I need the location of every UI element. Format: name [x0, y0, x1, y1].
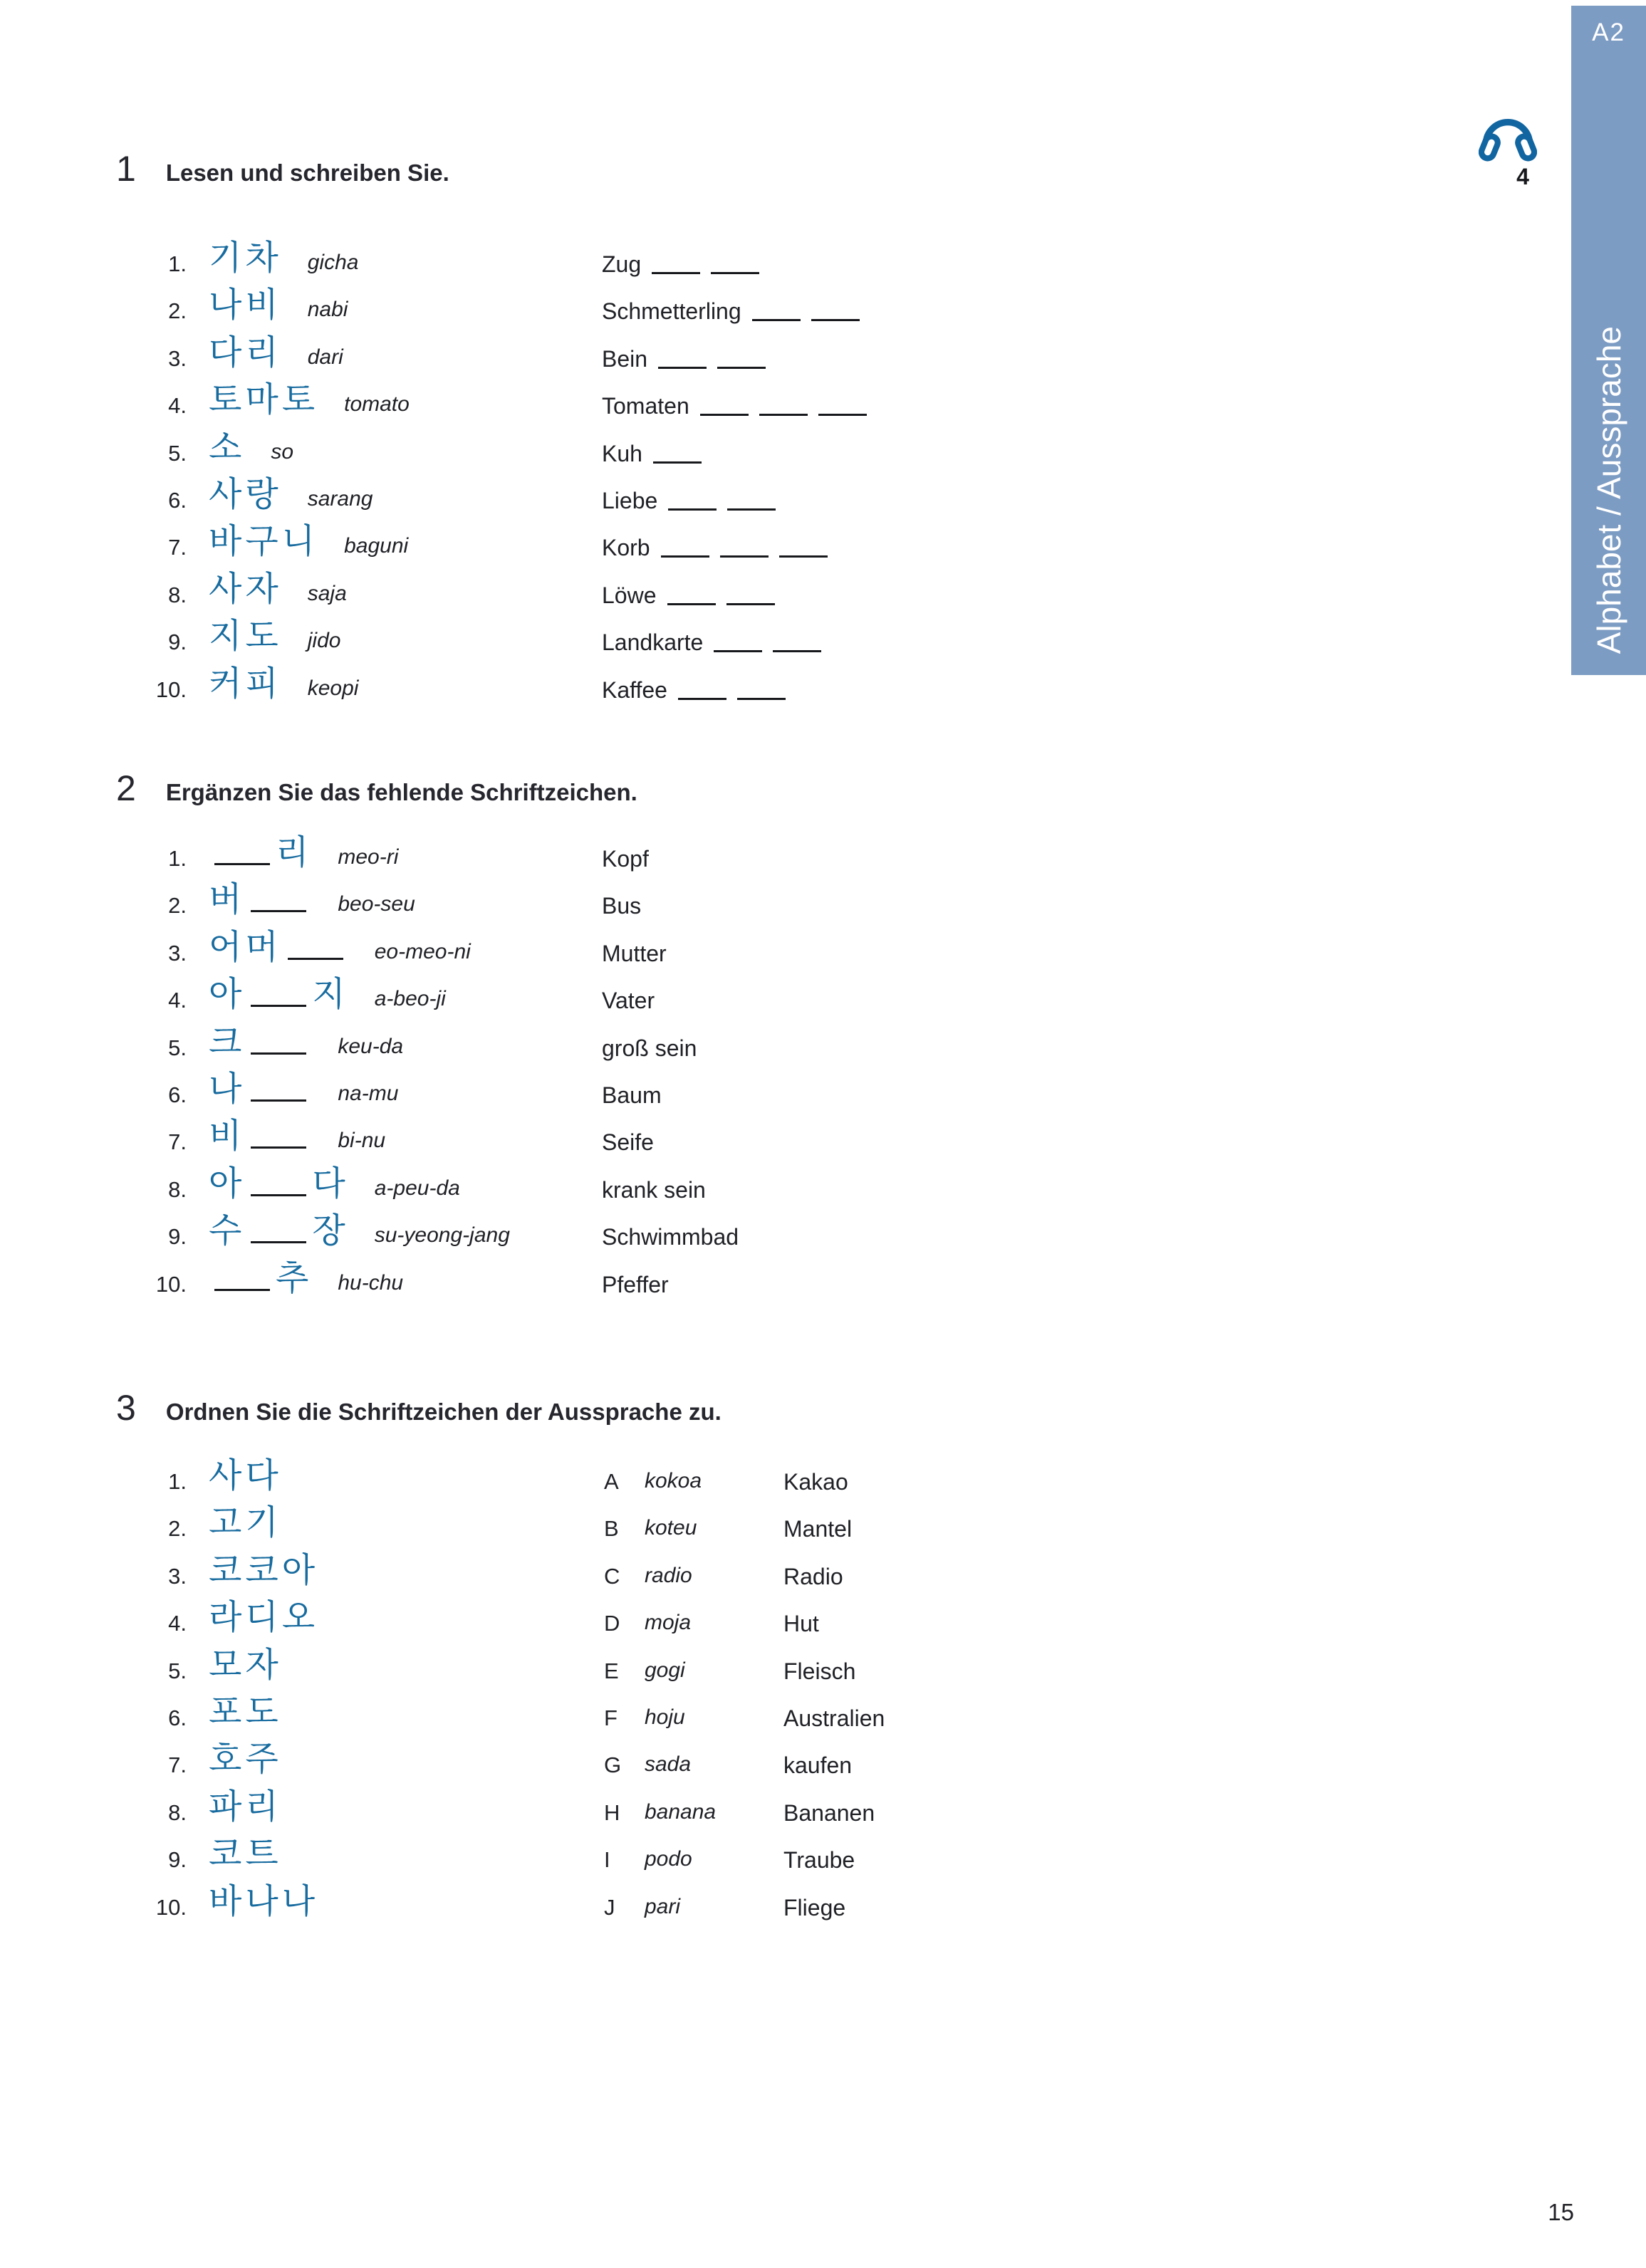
romanization: beo-seu — [338, 892, 415, 916]
korean-word-part: 수 — [209, 1212, 246, 1250]
item-number: 7. — [168, 1129, 187, 1155]
german-word-group — [602, 393, 867, 419]
option-letter: I — [604, 1847, 610, 1873]
item-number: 6. — [168, 1705, 187, 1730]
romanization: saja — [307, 581, 347, 605]
fill-in-row — [0, 1023, 1646, 1070]
korean-word: 모자 — [209, 1646, 282, 1684]
korean-word-group — [209, 239, 358, 283]
item-number: 4. — [168, 988, 187, 1013]
romanization: radio — [645, 1563, 692, 1587]
answer-blank — [652, 272, 700, 274]
korean-word: 호주 — [209, 1740, 282, 1779]
item-number: 8. — [168, 1176, 187, 1202]
exercise-2-list — [0, 833, 1646, 1306]
fill-in-row — [0, 928, 1646, 975]
answer-blank — [711, 272, 759, 274]
vocab-row — [0, 475, 1646, 522]
exercise-instruction: Ordnen Sie die Schriftzeichen der Aussprache zu. — [165, 1399, 722, 1425]
german-word: Fliege — [783, 1894, 846, 1921]
vocab-row — [0, 286, 1646, 333]
german-word-group — [602, 677, 786, 704]
romanization: tomato — [344, 392, 410, 417]
korean-word: 나비 — [209, 286, 282, 325]
missing-character-blank — [251, 910, 306, 912]
korean-word-part: 추 — [276, 1259, 313, 1297]
german-word: Mantel — [783, 1516, 853, 1542]
answer-blank — [726, 603, 775, 605]
vocab-row — [0, 664, 1646, 711]
german-word: Kaffee — [602, 676, 667, 703]
romanization: su-yeong-jang — [374, 1223, 510, 1248]
german-word: Hut — [783, 1611, 819, 1637]
matching-row — [0, 1882, 1646, 1929]
romanization: bi-nu — [338, 1129, 386, 1153]
german-word-group — [602, 629, 821, 656]
missing-character-blank — [251, 1052, 306, 1055]
exercise-instruction: Lesen und schreiben Sie. — [165, 160, 449, 186]
romanization: nabi — [307, 298, 348, 322]
exercise-1-list — [0, 239, 1646, 711]
exercise-3-list — [0, 1456, 1646, 1929]
korean-word-group — [209, 428, 293, 472]
exercise-1-header — [116, 148, 449, 189]
exercise-number: 1 — [116, 149, 136, 189]
german-word: Seife — [602, 1129, 654, 1156]
item-number: 10. — [155, 1271, 187, 1297]
korean-word-group — [209, 475, 373, 519]
item-number: 2. — [168, 893, 187, 919]
romanization: sada — [645, 1752, 692, 1777]
answer-blank — [779, 555, 828, 558]
missing-character-blank — [251, 1099, 306, 1102]
romanization: keopi — [307, 676, 359, 700]
exercise-number: 2 — [116, 768, 136, 808]
item-number: 5. — [168, 1035, 187, 1060]
matching-row — [0, 1646, 1646, 1693]
romanization: pari — [645, 1894, 681, 1918]
romanization: gogi — [645, 1658, 685, 1682]
answer-blank — [818, 414, 867, 416]
page-number: 15 — [1548, 2199, 1574, 2225]
korean-word: 코코아 — [209, 1551, 319, 1589]
german-word: Zug — [602, 251, 642, 277]
romanization: moja — [645, 1611, 692, 1635]
missing-character-blank — [288, 958, 343, 960]
item-number: 4. — [168, 393, 187, 419]
german-word: Australien — [783, 1705, 885, 1731]
exercise-3-header — [116, 1387, 722, 1428]
romanization: meo-ri — [338, 845, 399, 869]
german-word-group — [602, 298, 860, 325]
korean-word: 커피 — [209, 664, 282, 703]
korean-fill-group — [209, 1023, 403, 1067]
korean-word: 사다 — [209, 1457, 282, 1495]
korean-word-part: 버 — [209, 881, 246, 919]
korean-word: 바구니 — [209, 523, 319, 561]
romanization: podo — [645, 1847, 692, 1871]
korean-fill-group — [209, 1164, 460, 1208]
answer-blank — [714, 650, 762, 652]
vocab-row — [0, 239, 1646, 286]
korean-word-part: 나 — [209, 1070, 246, 1108]
option-letter: H — [604, 1799, 620, 1825]
fill-in-row — [0, 1164, 1646, 1211]
korean-word: 사랑 — [209, 475, 282, 513]
korean-word-part: 리 — [276, 834, 313, 872]
item-number: 9. — [168, 1847, 187, 1873]
german-word-group — [602, 988, 655, 1014]
korean-word-part: 아 — [209, 1164, 246, 1203]
romanization: banana — [645, 1799, 717, 1824]
german-word: Bananen — [783, 1799, 875, 1826]
answer-blank — [661, 555, 709, 558]
item-number: 9. — [168, 629, 187, 655]
romanization: hu-chu — [338, 1270, 404, 1295]
option-letter: B — [604, 1516, 619, 1542]
german-word-group — [602, 1129, 654, 1156]
romanization: baguni — [344, 534, 409, 558]
korean-fill-group — [209, 880, 415, 924]
korean-word-part: 지 — [312, 976, 349, 1014]
romanization: dari — [307, 345, 343, 369]
romanization: jido — [307, 629, 341, 653]
item-number: 7. — [168, 1752, 187, 1778]
german-word: Baum — [602, 1082, 662, 1108]
korean-word: 고기 — [209, 1504, 282, 1542]
korean-word-group — [209, 286, 348, 330]
missing-character-blank — [214, 1289, 270, 1291]
korean-word-group — [209, 333, 343, 377]
vocab-row — [0, 428, 1646, 475]
german-word: Schwimmbad — [602, 1224, 739, 1250]
german-word: Liebe — [602, 487, 658, 513]
german-word: Radio — [783, 1563, 843, 1589]
korean-word: 포도 — [209, 1693, 282, 1731]
german-word: groß sein — [602, 1035, 697, 1061]
korean-word: 다리 — [209, 333, 282, 372]
korean-word-part: 장 — [312, 1212, 349, 1250]
item-number: 5. — [168, 440, 187, 466]
answer-blank — [811, 319, 860, 321]
german-word: Tomaten — [602, 393, 689, 419]
option-letter: F — [604, 1705, 618, 1730]
korean-fill-group — [209, 833, 398, 877]
fill-in-row — [0, 880, 1646, 927]
matching-row — [0, 1503, 1646, 1550]
korean-word: 기차 — [209, 239, 282, 277]
answer-blank — [773, 650, 821, 652]
german-word-group — [602, 1272, 669, 1298]
german-word: Korb — [602, 535, 650, 561]
romanization: a-beo-ji — [374, 987, 446, 1011]
fill-in-row — [0, 1070, 1646, 1117]
german-word: Fleisch — [783, 1658, 856, 1684]
german-word-group — [602, 1224, 739, 1250]
matching-row — [0, 1834, 1646, 1881]
matching-row — [0, 1787, 1646, 1834]
fill-in-row — [0, 1259, 1646, 1306]
matching-row — [0, 1740, 1646, 1787]
matching-row — [0, 1693, 1646, 1740]
item-number: 1. — [168, 1469, 187, 1494]
korean-word-group — [209, 664, 358, 709]
item-number: 2. — [168, 1516, 187, 1542]
romanization: a-peu-da — [374, 1176, 460, 1200]
audio-track-number: 4 — [1516, 164, 1529, 189]
exercise-number: 3 — [116, 1388, 136, 1428]
answer-blank — [737, 698, 786, 700]
german-word-group — [602, 441, 702, 467]
romanization: so — [271, 439, 294, 464]
fill-in-row — [0, 833, 1646, 880]
korean-word: 라디오 — [209, 1599, 319, 1637]
korean-fill-group — [209, 1070, 398, 1114]
vocab-row — [0, 570, 1646, 617]
answer-blank — [678, 698, 726, 700]
vocab-row — [0, 380, 1646, 427]
matching-row — [0, 1551, 1646, 1598]
romanization: eo-meo-ni — [374, 939, 471, 963]
item-number: 8. — [168, 582, 187, 607]
exercise-instruction: Ergänzen Sie das fehlende Schriftzeichen. — [165, 779, 637, 805]
option-letter: J — [604, 1894, 615, 1920]
answer-blank — [667, 603, 716, 605]
korean-word-group — [209, 570, 347, 614]
german-word-group — [602, 893, 641, 919]
german-word-group — [602, 941, 667, 967]
fill-in-row — [0, 1117, 1646, 1164]
german-word: Kopf — [602, 846, 649, 872]
headphones-icon — [1479, 105, 1537, 167]
answer-blank — [752, 319, 801, 321]
german-word-group — [602, 346, 766, 372]
german-word: Schmetterling — [602, 298, 741, 325]
german-word: Vater — [602, 988, 655, 1014]
korean-word: 소 — [209, 428, 246, 466]
item-number: 3. — [168, 345, 187, 371]
item-number: 3. — [168, 940, 187, 966]
answer-blank — [653, 461, 702, 464]
item-number: 6. — [168, 1082, 187, 1107]
matching-row — [0, 1456, 1646, 1503]
missing-character-blank — [251, 1146, 306, 1149]
option-letter: A — [604, 1469, 619, 1494]
answer-blank — [717, 367, 766, 369]
answer-blank — [720, 555, 769, 558]
sidebar-chapter-label: Alphabet / Aussprache — [1590, 325, 1627, 654]
romanization: kokoa — [645, 1469, 702, 1493]
vocab-row — [0, 617, 1646, 664]
german-word-group — [602, 535, 828, 561]
item-number: 10. — [155, 676, 187, 702]
item-number: 4. — [168, 1611, 187, 1636]
item-number: 5. — [168, 1658, 187, 1683]
item-number: 2. — [168, 298, 187, 324]
romanization: hoju — [645, 1705, 685, 1729]
korean-word: 코트 — [209, 1835, 282, 1874]
item-number: 1. — [168, 846, 187, 871]
german-word-group — [602, 251, 759, 278]
romanization: koteu — [645, 1516, 697, 1540]
option-letter: D — [604, 1611, 620, 1636]
vocab-row — [0, 522, 1646, 569]
german-word: Löwe — [602, 582, 657, 608]
korean-fill-group — [209, 975, 446, 1019]
german-word: Traube — [783, 1847, 855, 1874]
option-letter: G — [604, 1752, 622, 1778]
fill-in-row — [0, 1211, 1646, 1258]
german-word: Bus — [602, 893, 642, 919]
answer-blank — [658, 367, 707, 369]
korean-word-group — [209, 380, 410, 424]
vocab-row — [0, 333, 1646, 380]
korean-word: 바나나 — [209, 1882, 319, 1921]
romanization: sarang — [307, 486, 373, 511]
german-word: Mutter — [602, 940, 667, 966]
korean-fill-group — [209, 1117, 385, 1161]
romanization: na-mu — [338, 1081, 399, 1105]
german-word: Landkarte — [602, 629, 704, 656]
level-badge: A2 — [1592, 19, 1625, 46]
korean-word-part: 비 — [209, 1117, 246, 1156]
missing-character-blank — [251, 1194, 306, 1196]
german-word-group — [602, 582, 775, 609]
german-word-group — [602, 488, 776, 514]
german-word: kaufen — [783, 1752, 853, 1779]
answer-blank — [759, 414, 808, 416]
item-number: 6. — [168, 487, 187, 513]
german-word: Kakao — [783, 1469, 848, 1495]
missing-character-blank — [214, 863, 270, 865]
romanization: keu-da — [338, 1034, 404, 1058]
german-word: Pfeffer — [602, 1271, 669, 1297]
option-letter: E — [604, 1658, 619, 1683]
korean-word: 파리 — [209, 1787, 282, 1826]
option-letter: C — [604, 1563, 620, 1589]
item-number: 7. — [168, 535, 187, 560]
german-word-group — [602, 1177, 706, 1203]
romanization: gicha — [307, 251, 359, 274]
german-word: Bein — [602, 345, 648, 372]
korean-word: 사자 — [209, 570, 282, 608]
item-number: 9. — [168, 1224, 187, 1250]
answer-blank — [727, 508, 776, 511]
answer-blank — [668, 508, 717, 511]
item-number: 1. — [168, 251, 187, 276]
korean-fill-group — [209, 1211, 510, 1255]
answer-blank — [700, 414, 749, 416]
item-number: 10. — [155, 1894, 187, 1920]
korean-fill-group — [209, 928, 471, 972]
korean-word-group — [209, 522, 408, 566]
missing-character-blank — [251, 1005, 306, 1007]
item-number: 8. — [168, 1799, 187, 1825]
korean-word: 지도 — [209, 617, 282, 656]
german-word: krank sein — [602, 1176, 706, 1203]
korean-fill-group — [209, 1259, 403, 1303]
german-word-group — [602, 1082, 662, 1109]
korean-word: 토마토 — [209, 381, 319, 419]
german-word-group — [602, 846, 649, 872]
korean-word-part: 다 — [312, 1164, 349, 1203]
matching-row — [0, 1598, 1646, 1645]
korean-word-part: 어머 — [209, 928, 282, 966]
korean-word-group — [209, 617, 340, 661]
exercise-2-header — [116, 768, 637, 809]
item-number: 3. — [168, 1563, 187, 1589]
korean-word-part: 아 — [209, 976, 246, 1014]
fill-in-row — [0, 975, 1646, 1022]
german-word-group — [602, 1035, 697, 1062]
missing-character-blank — [251, 1241, 306, 1243]
german-word: Kuh — [602, 440, 642, 466]
korean-word-part: 크 — [209, 1023, 246, 1061]
